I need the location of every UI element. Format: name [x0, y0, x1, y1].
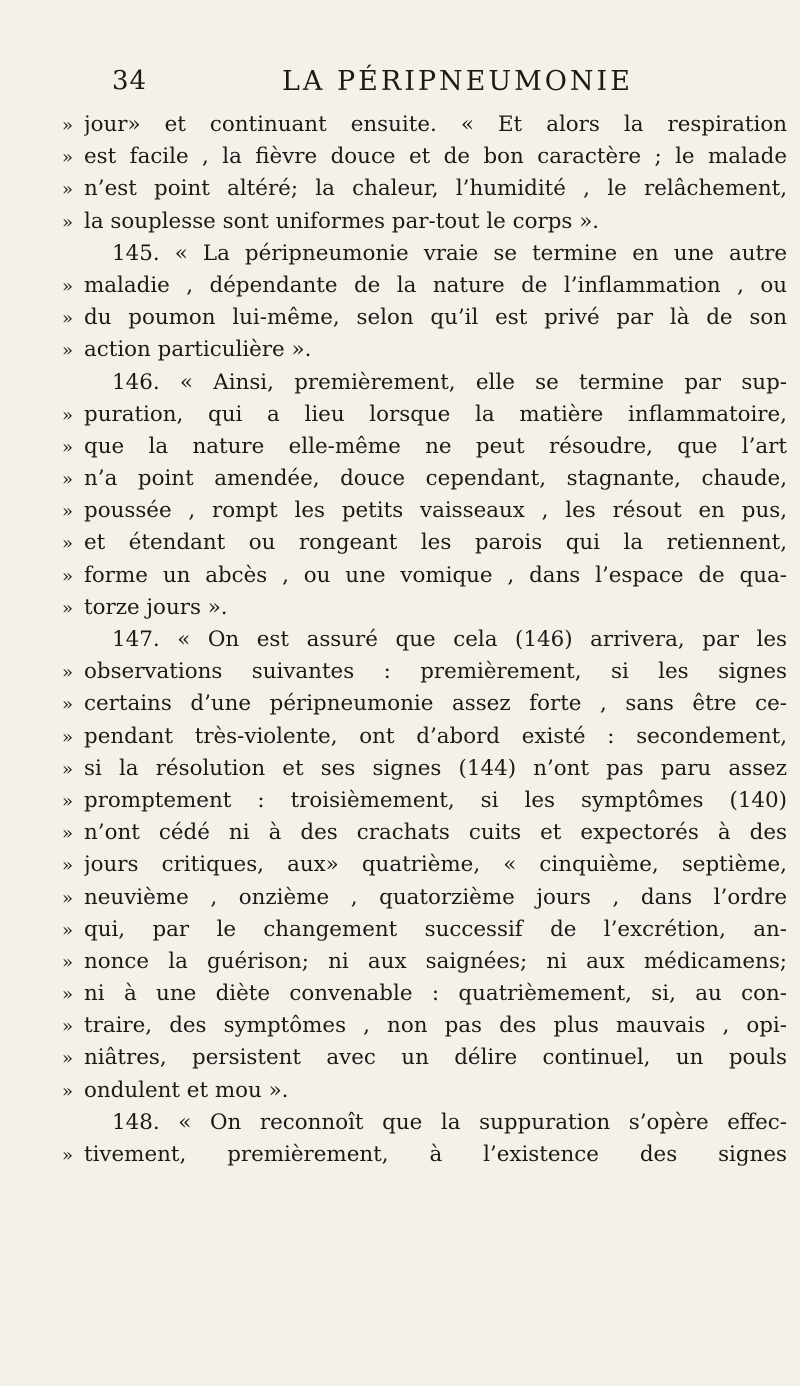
running-title: LA PÉRIPNEUMONIE [282, 66, 633, 97]
line-text: 145. « La péripneumonie vraie se termine en une autre [112, 240, 787, 266]
line-text: pendant très-violente, ont d’abord existé : secondement, [84, 723, 787, 749]
line-text: forme un abcès , ou une vomique , dans l’espace de qua- [84, 562, 787, 588]
line-text: que la nature elle-même ne peut résoudre, que l’art [84, 433, 787, 459]
quote-mark: » [62, 533, 74, 555]
quote-mark: » [62, 694, 74, 716]
text-line [62, 302, 787, 334]
quote-mark: » [62, 211, 74, 233]
line-text: jour» et continuant ensuite. « Et alors la respiration [84, 112, 787, 137]
text-line [62, 688, 787, 720]
quote-mark: » [62, 340, 74, 362]
line-text: 146. « Ainsi, premièrement, elle se termine par sup- [112, 369, 787, 395]
line-text: maladie , dépendante de la nature de l’inflammation , ou [84, 272, 787, 298]
quote-mark: » [62, 1016, 74, 1038]
text-line [62, 656, 787, 688]
quote-mark: » [62, 147, 74, 169]
text-line [62, 978, 787, 1010]
line-text: certains d’une péripneumonie assez forte , sans être ce- [84, 691, 787, 717]
line-text: jours critiques, aux» quatrième, « cinquième, septième, [84, 852, 787, 878]
quote-mark: » [62, 404, 74, 426]
quote-mark: » [62, 501, 74, 523]
quote-mark: » [62, 115, 74, 136]
text-line [62, 817, 787, 849]
text-line [62, 560, 787, 592]
text-line [62, 753, 787, 785]
text-line [62, 849, 787, 881]
quote-mark: » [62, 1145, 74, 1166]
text-line [62, 495, 787, 527]
line-text: ni à une diète convenable : quatrièmement, si, au con- [84, 981, 787, 1007]
line-text: ondulent et mou ». [84, 1077, 289, 1103]
line-text: n’est point altéré; la chaleur, l’humidité , le relâchement, [84, 176, 787, 202]
quote-mark: » [62, 565, 74, 587]
text-line [62, 334, 787, 366]
text-line [62, 141, 787, 173]
text-line [62, 721, 787, 753]
quote-mark: » [62, 726, 74, 748]
page-header [62, 66, 760, 98]
text-line [62, 109, 787, 141]
line-text: traire, des symptômes , non pas des plus mauvais , opi- [84, 1013, 787, 1039]
quote-mark: » [62, 436, 74, 458]
text-line [62, 1010, 787, 1042]
text-line [62, 463, 787, 495]
body-text [62, 109, 787, 1171]
quote-mark: » [62, 662, 74, 684]
text-line [62, 785, 787, 817]
text-line [62, 173, 787, 205]
line-text: 147. « On est assuré que cela (146) arrivera, par les [112, 627, 787, 652]
quote-mark: » [62, 790, 74, 812]
text-line [62, 882, 787, 914]
text-line [62, 946, 787, 978]
quote-mark: » [62, 597, 74, 619]
line-text: niâtres, persistent avec un délire continuel, un pouls [84, 1045, 787, 1071]
line-text: tivement, premièrement, à l’existence des signes [84, 1142, 787, 1167]
text-line [62, 1075, 787, 1107]
line-text: si la résolution et ses signes (144) n’ont pas paru assez [84, 755, 787, 781]
quote-mark: » [62, 308, 74, 330]
text-line [62, 206, 787, 238]
text-line [62, 399, 787, 431]
line-text: nonce la guérison; ni aux saignées; ni aux médicamens; [84, 948, 787, 974]
text-line [62, 270, 787, 302]
quote-mark: » [62, 758, 74, 780]
quote-mark: » [62, 855, 74, 877]
line-text: du poumon lui-même, selon qu’il est privé par là de son [84, 305, 787, 331]
line-text: observations suivantes : premièrement, si les signes [84, 659, 787, 685]
text-line [62, 431, 787, 463]
quote-mark: » [62, 469, 74, 491]
quote-mark: » [62, 1080, 74, 1102]
text-line [62, 367, 787, 399]
quote-mark: » [62, 823, 74, 845]
line-text: poussée , rompt les petits vaisseaux , les résout en pus, [84, 498, 787, 524]
page-number: 34 [112, 66, 148, 96]
text-line [62, 527, 787, 559]
text-line [62, 592, 787, 624]
quote-mark: » [62, 887, 74, 909]
quote-mark: » [62, 951, 74, 973]
quote-mark: » [62, 275, 74, 297]
text-line [62, 1042, 787, 1074]
line-text: 148. « On reconnoît que la suppuration s’opère effec- [112, 1109, 787, 1135]
text-line [62, 1139, 787, 1171]
text-line [62, 914, 787, 946]
line-text: n’a point amendée, douce cependant, stagnante, chaude, [84, 466, 787, 492]
line-text: puration, qui a lieu lorsque la matière inflammatoire, [84, 401, 787, 427]
line-text: torze jours ». [84, 594, 228, 620]
quote-mark: » [62, 919, 74, 941]
text-line [62, 238, 787, 270]
line-text: promptement : troisièmement, si les symptômes (140) [84, 787, 787, 813]
text-line [62, 624, 787, 656]
quote-mark: » [62, 1048, 74, 1070]
text-line [62, 1107, 787, 1139]
quote-mark: » [62, 179, 74, 201]
line-text: n’ont cédé ni à des crachats cuits et expectorés à des [84, 820, 787, 846]
quote-mark: » [62, 984, 74, 1006]
line-text: qui, par le changement successif de l’excrétion, an- [84, 916, 787, 942]
line-text: la souplesse sont uniformes par-tout le corps ». [84, 208, 600, 234]
line-text: et étendant ou rongeant les parois qui la retiennent, [84, 530, 787, 556]
line-text: action particulière ». [84, 337, 312, 363]
line-text: est facile , la fièvre douce et de bon caractère ; le malade [84, 144, 787, 170]
line-text: neuvième , onzième , quatorzième jours , dans l’ordre [84, 884, 787, 910]
